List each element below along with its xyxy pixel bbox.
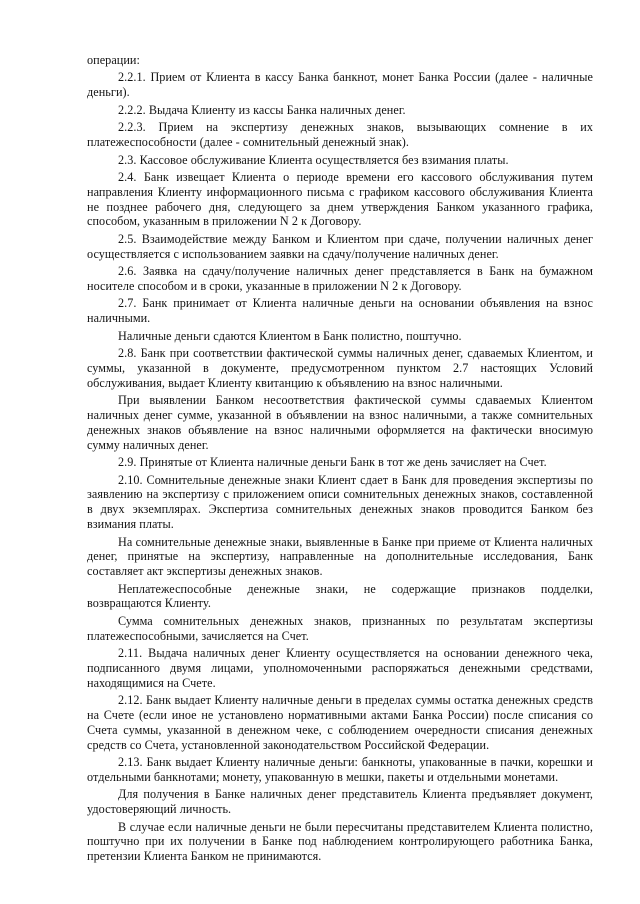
paragraph-2-10-cont-2: Неплатежеспособные денежные знаки, не содержащие признаков подделки, возвращаются Клиенту.: [87, 581, 593, 611]
paragraph-2-4: 2.4. Банк извещает Клиента о периоде времени его кассового обслуживания путем направления Клиенту информационного письма с графиком кассового обслуживания Клиента не позднее рабочего дня, следующего за днем утверждения Банком указанного графика, способом, указанным в приложении N 2 к Договору.: [87, 170, 593, 229]
paragraph-2-5: 2.5. Взаимодействие между Банком и Клиентом при сдаче, получении наличных денег осуществляется с использованием заявки на сдачу/получение наличных денег.: [87, 231, 593, 261]
paragraph-2-2-1: 2.2.1. Прием от Клиента в кассу Банка банкнот, монет Банка России (далее - наличные деньги).: [87, 70, 593, 100]
paragraph-2-11: 2.11. Выдача наличных денег Клиенту осуществляется на основании денежного чека, подписанного двумя лицами, уполномоченными распоряжаться денежными средствами, находящимися на Счете.: [87, 646, 593, 690]
paragraph-2-8-cont: При выявлении Банком несоответствия фактической суммы сдаваемых Клиентом наличных денег сумме, указанной в объявлении на взнос наличными, а также сомнительных денежных знаков объявление на взнос наличными оформляется на фактически вносимую сумму наличных денег.: [87, 393, 593, 452]
paragraph-2-10-cont-3: Сумма сомнительных денежных знаков, признанных по результатам экспертизы платежеспособными, зачисляется на Счет.: [87, 613, 593, 643]
paragraph-2-7-cont: Наличные деньги сдаются Клиентом в Банк полистно, поштучно.: [118, 328, 462, 343]
paragraph-2-10-cont-1: На сомнительные денежные знаки, выявленные в Банке при приеме от Клиента наличных денег, принятые на экспертизу, направленные на дополнительные исследования, Банк составляет акт экспертизы денежных знаков.: [87, 534, 593, 579]
paragraph-2-9: 2.9. Принятые от Клиента наличные деньги Банк в тот же день зачисляет на Счет.: [118, 455, 547, 470]
paragraph-2-10: 2.10. Сомнительные денежные знаки Клиент сдает в Банк для проведения экспертизы по заявлению на экспертизу с приложением описи сомнительных денежных знаков, составленной в двух экземплярах. Экспертиза сомнительных денежных знаков проводится Банком без взимания платы.: [87, 472, 593, 532]
paragraph-2-7: 2.7. Банк принимает от Клиента наличные деньги на основании объявления на взнос наличными.: [87, 296, 593, 326]
paragraph-2-12: 2.12. Банк выдает Клиенту наличные деньги в пределах суммы остатка денежных средств на Счете (если иное не установлено нормативными актами Банка России) после списания со Счета суммы, указанной в денежном чеке, с соблюдением очередности списания денежных средств со Счета, установленной законодательством Российской Федерации.: [87, 693, 593, 752]
paragraph-2-2-3: 2.2.3. Прием на экспертизу денежных знаков, вызывающих сомнение в их платежеспособности (далее - сомнительный денежный знак).: [87, 120, 593, 150]
paragraph-2-13: 2.13. Банк выдает Клиенту наличные деньги: банкноты, упакованные в пачки, корешки и отдельными банкнотами; монету, упакованную в мешки, пакеты и отдельными монетами.: [87, 755, 593, 784]
paragraph-2-2-2: 2.2.2. Выдача Клиенту из кассы Банка наличных денег.: [118, 102, 406, 117]
paragraph-2-8: 2.8. Банк при соответствии фактической суммы наличных денег, сдаваемых Клиентом, и суммы, указанной в документе, предусмотренном пунктом 2.7 настоящих Условий обслуживания, выдает Клиенту квитанцию к объявлению на взнос наличными.: [87, 346, 593, 390]
paragraph-2-13-cont-2: В случае если наличные деньги не были пересчитаны представителем Клиента полистно, поштучно при их получении в Банке под наблюдением контролирующего работника Банка, претензии Клиента Банком не принимаются.: [87, 819, 593, 864]
paragraph-2-6: 2.6. Заявка на сдачу/получение наличных денег представляется в Банк на бумажном носителе способом и в сроки, указанные в приложении N 2 к Договору.: [87, 264, 593, 293]
paragraph-2-3: 2.3. Кассовое обслуживание Клиента осуществляется без взимания платы.: [118, 152, 509, 167]
paragraph-2-13-cont-1: Для получения в Банке наличных денег представитель Клиента предъявляет документ, удостоверяющий личность.: [87, 787, 593, 817]
document-body: [87, 53, 593, 867]
paragraph-operations-heading: операции:: [87, 53, 140, 67]
